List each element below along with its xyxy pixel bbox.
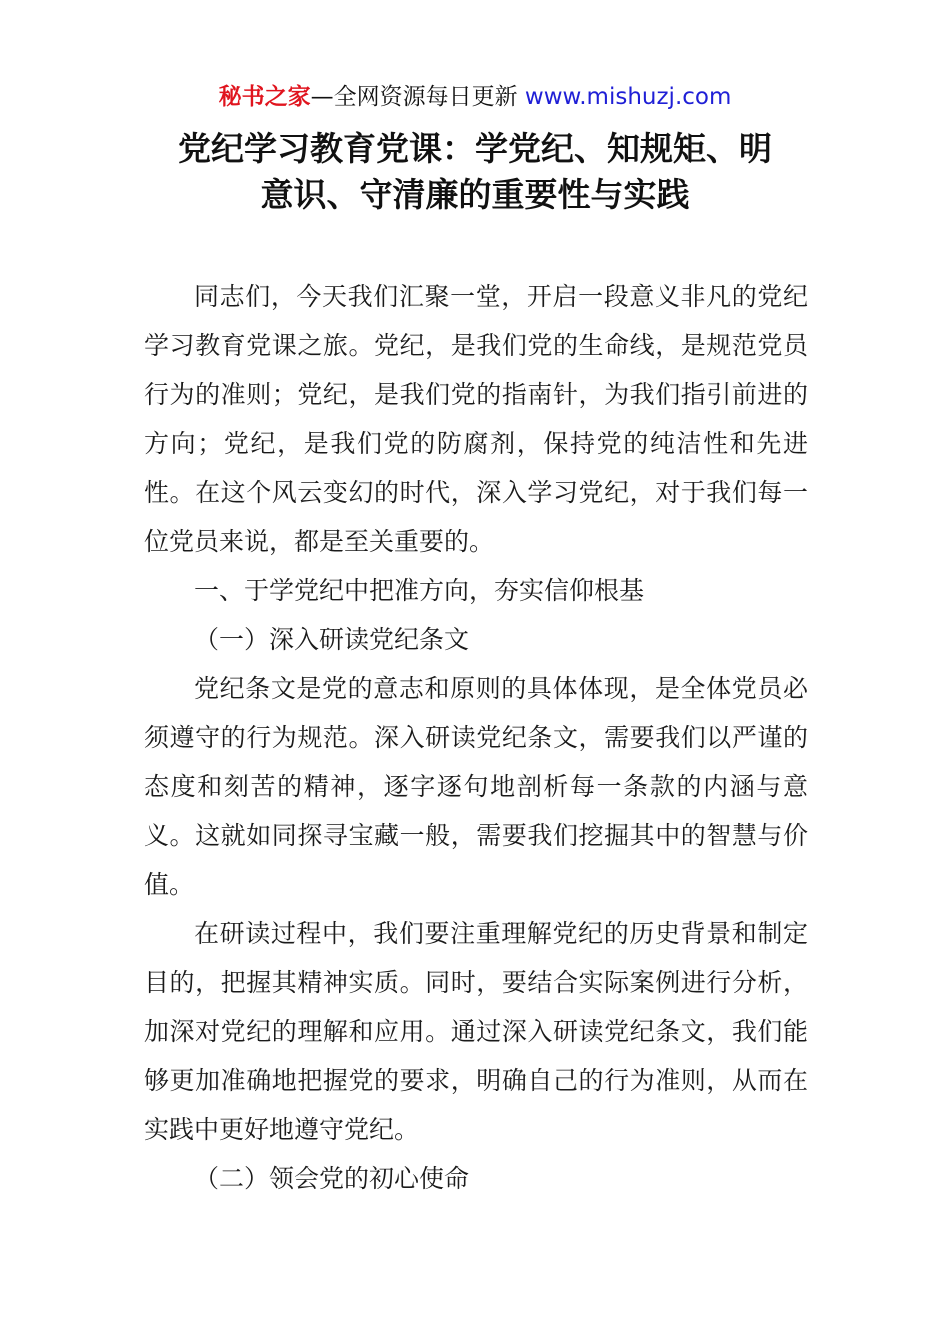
paragraph-party-rules: 党纪条文是党的意志和原则的具体体现，是全体党员必须遵守的行为规范。深入研读党纪条文，需要我们以严谨的态度和刻苦的精神，逐字逐句地剖析每一条款的内涵与意义。这就如同探寻宝藏一般，需要我们挖掘其中的智慧与价值。: [144, 674, 808, 899]
site-banner: [0, 80, 950, 114]
site-url-link[interactable]: www.mishuzj.com: [524, 84, 732, 110]
subsection-heading-1: （一）深入研读党纪条文: [194, 625, 470, 654]
document-title-line-1: 党纪学习教育党课：学党纪、知规矩、明: [178, 129, 772, 168]
document-title: [120, 126, 830, 218]
paragraph-intro: 同志们，今天我们汇聚一堂，开启一段意义非凡的党纪学习教育党课之旅。党纪，是我们党的生命线，是规范党员行为的准则；党纪，是我们党的指南针，为我们指引前进的方向；党纪，是我们党的防腐剂，保持党的纯洁性和先进性。在这个风云变幻的时代，深入学习党纪，对于我们每一位党员来说，都是至关重要的。: [144, 282, 808, 556]
paragraph-study-process: 在研读过程中，我们要注重理解党纪的历史背景和制定目的，把握其精神实质。同时，要结合实际案例进行分析，加深对党纪的理解和应用。通过深入研读党纪条文，我们能够更加准确地把握党的要求，明确自己的行为准则，从而在实践中更好地遵守党纪。: [144, 919, 808, 1144]
document-title-line-2: 意识、守清廉的重要性与实践: [260, 175, 690, 214]
subsection-heading-2: （二）领会党的初心使命: [194, 1164, 470, 1193]
site-brand: 秘书之家: [218, 84, 311, 110]
section-heading-1: 一、于学党纪中把准方向，夯实信仰根基: [194, 576, 645, 605]
document-body: [144, 272, 808, 1203]
site-tagline: —全网资源每日更新: [310, 84, 525, 110]
